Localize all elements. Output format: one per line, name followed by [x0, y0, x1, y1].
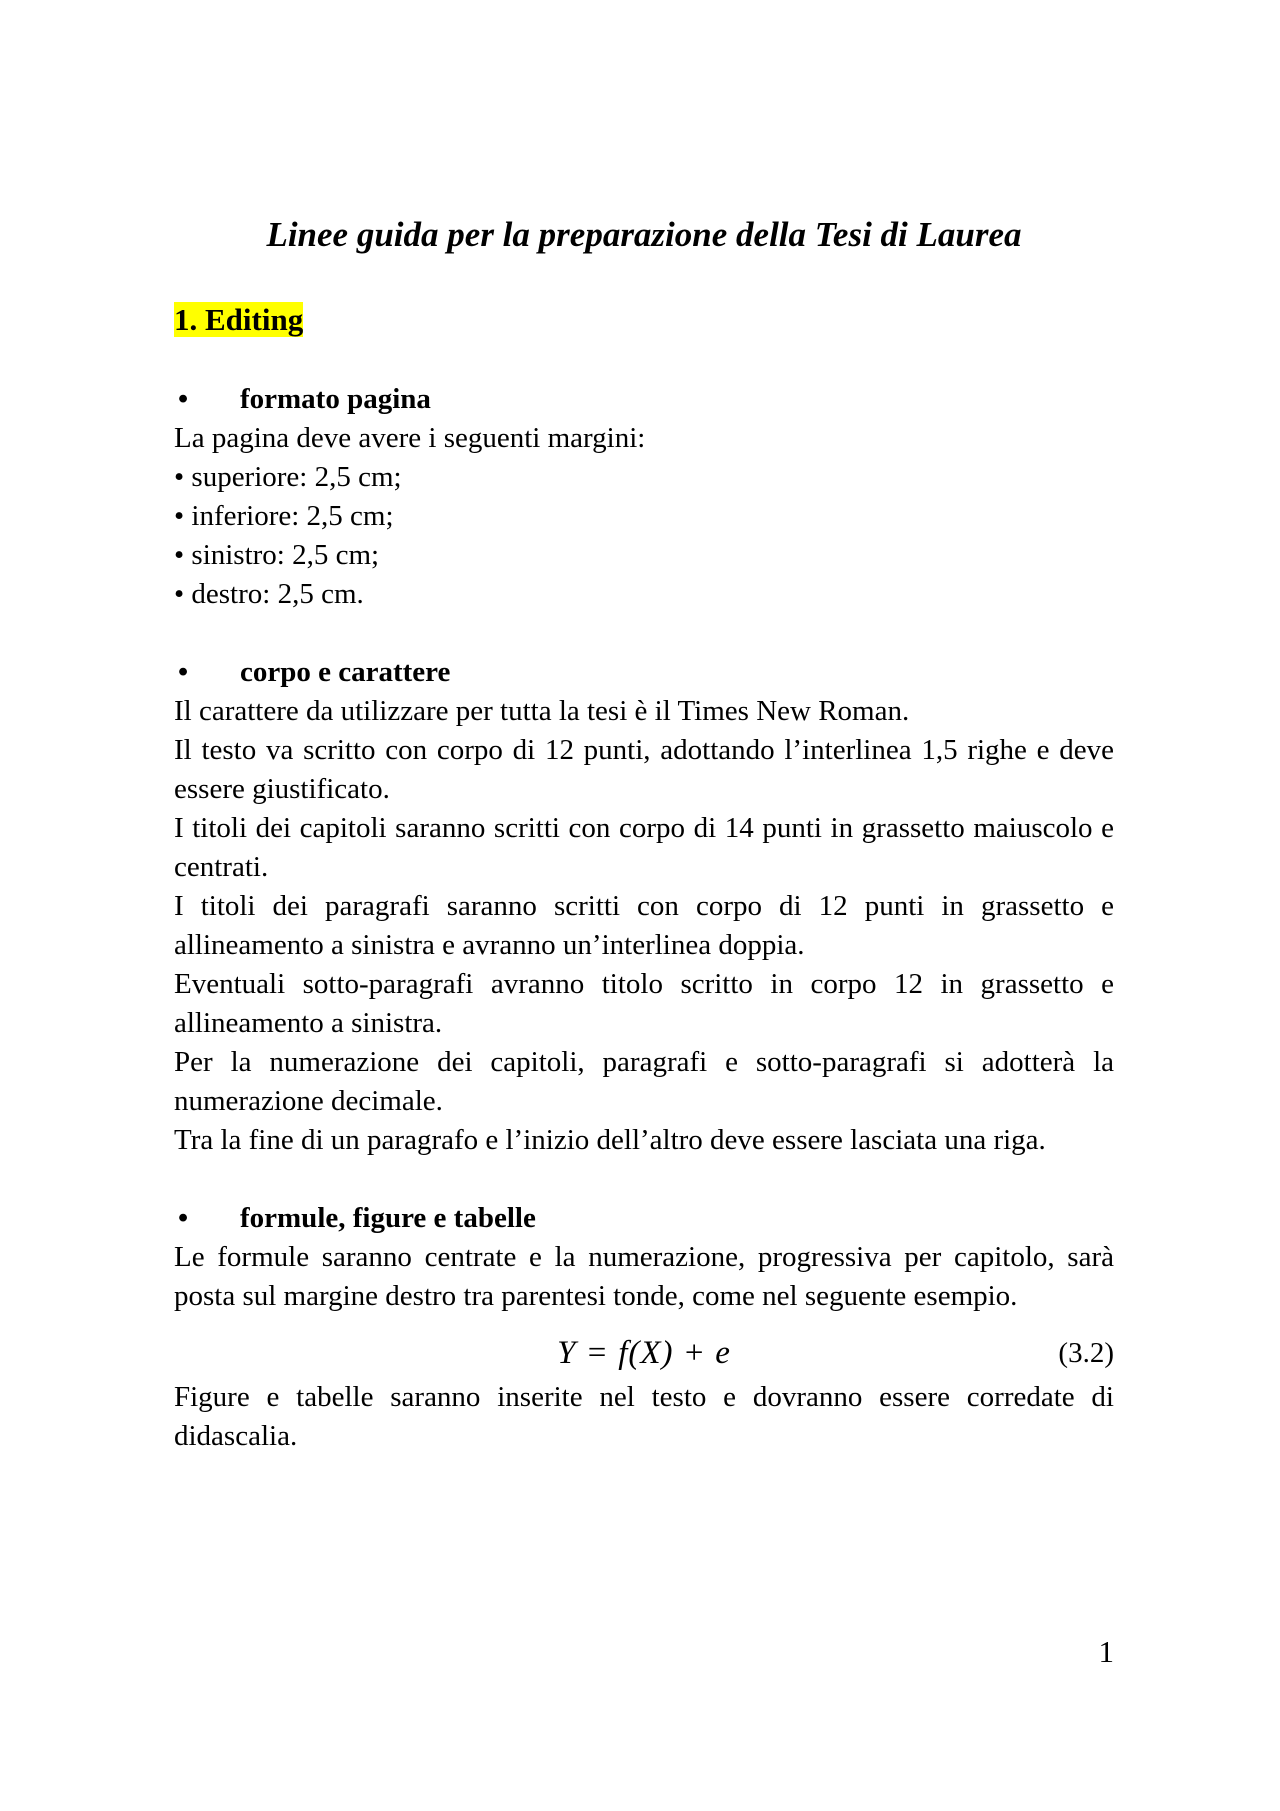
spacer — [174, 614, 1114, 653]
section-heading-highlighted: 1. Editing — [174, 302, 304, 337]
spacer — [174, 1160, 1114, 1199]
margin-item-left: • sinistro: 2,5 cm; — [174, 539, 380, 571]
paragraph-chapter-titles: I titoli dei capitoli saranno scritti con corpo di 14 punti in grassetto maiuscolo e centrati. — [174, 812, 1114, 883]
subheading-corpo-carattere — [174, 653, 1114, 692]
paragraph-font: Il carattere da utilizzare per tutta la tesi è il Times New Roman. — [174, 695, 910, 727]
subheading-formato-pagina — [174, 380, 1114, 419]
section-heading — [174, 300, 1114, 340]
margins-intro: La pagina deve avere i seguenti margini: — [174, 422, 646, 454]
formula-example: Y = f(X) + e — [557, 1335, 731, 1371]
subheading-label: corpo e carattere — [240, 656, 451, 688]
paragraph-spacing: Tra la fine di un paragrafo e l’inizio dell’altro deve essere lasciata una riga. — [174, 1124, 1046, 1156]
subheading-label: formato pagina — [240, 383, 431, 415]
page-content — [174, 210, 1114, 1456]
margin-item-bottom: • inferiore: 2,5 cm; — [174, 500, 394, 532]
bullet-icon: • — [178, 656, 189, 688]
document-title: Linee guida per la preparazione della Tesi di Laurea — [266, 215, 1022, 254]
paragraph-subsections: Eventuali sotto-paragrafi avranno titolo scritto in corpo 12 in grassetto e allineamento a sinistra. — [174, 968, 1114, 1039]
margin-item-right: • destro: 2,5 cm. — [174, 578, 364, 610]
formula-row — [174, 1328, 1114, 1378]
subheading-label: formule, figure e tabelle — [240, 1202, 536, 1234]
paragraph-formulas: Le formule saranno centrate e la numerazione, progressiva per capitolo, sarà posta sul margine destro tra parentesi tonde, come nel seguente esempio. — [174, 1241, 1114, 1312]
bullet-icon: • — [178, 383, 189, 415]
paragraph-body-size: Il testo va scritto con corpo di 12 punti, adottando l’interlinea 1,5 righe e deve essere giustificato. — [174, 734, 1114, 805]
bullet-icon: • — [178, 1202, 189, 1234]
paragraph-figures: Figure e tabelle saranno inserite nel testo e dovranno essere corredate di didascalia. — [174, 1381, 1114, 1452]
formula-number: (3.2) — [1058, 1337, 1114, 1369]
subheading-formule — [174, 1199, 1114, 1238]
paragraph-section-titles: I titoli dei paragrafi saranno scritti con corpo di 12 punti in grassetto e allineamento a sinistra e avranno un’interlinea doppia. — [174, 890, 1114, 961]
margin-item-top: • superiore: 2,5 cm; — [174, 461, 402, 493]
paragraph-numbering: Per la numerazione dei capitoli, paragrafi e sotto-paragrafi si adotterà la numerazione decimale. — [174, 1046, 1114, 1117]
page-number: 1 — [1098, 1634, 1114, 1669]
